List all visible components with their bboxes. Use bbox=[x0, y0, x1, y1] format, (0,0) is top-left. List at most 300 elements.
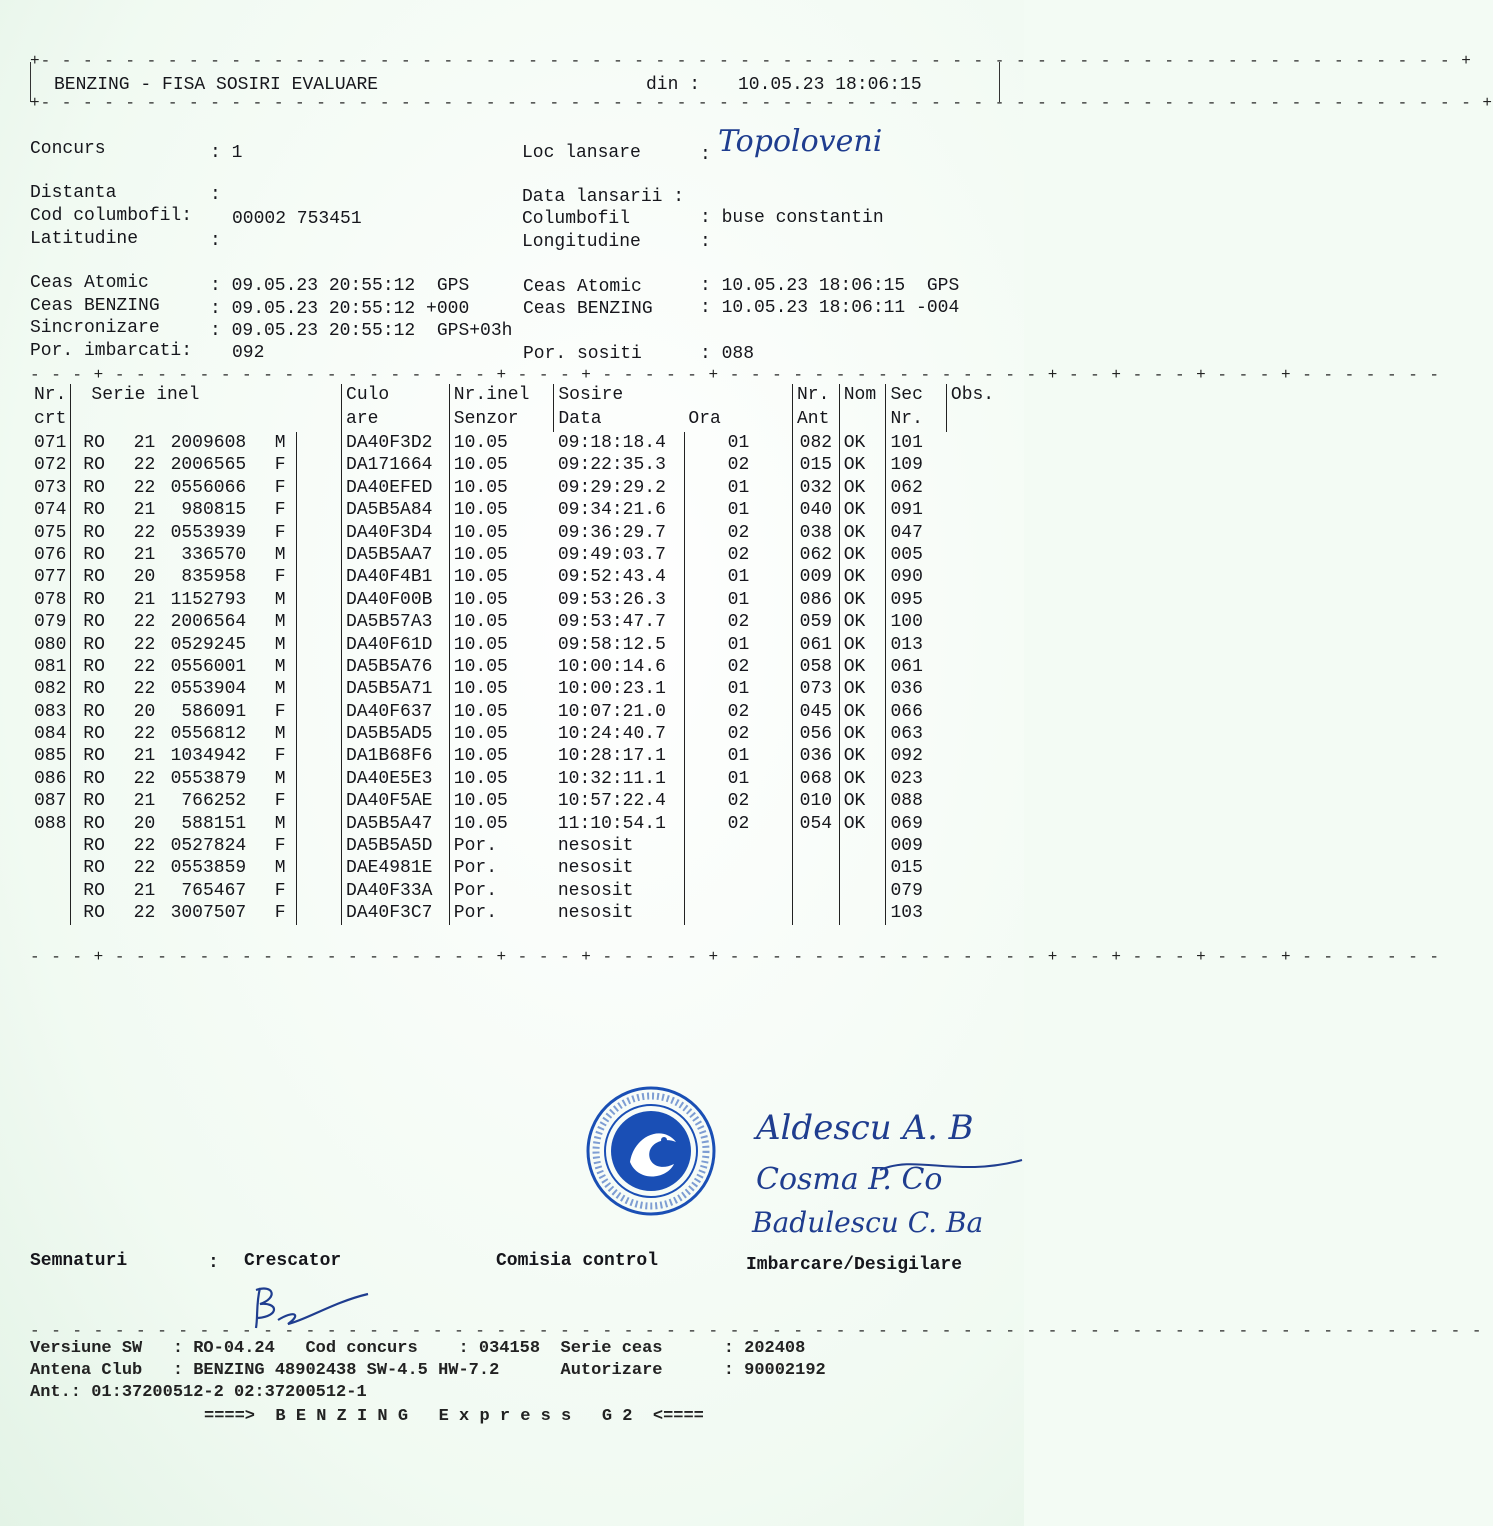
cell-senzor: DA5B5A71 bbox=[342, 678, 450, 700]
cell-time: 09:53:47.7 bbox=[557, 612, 666, 633]
cell-senzor: DA171664 bbox=[342, 454, 450, 476]
cell-date: 10.05 bbox=[449, 745, 554, 767]
cell-nom: 038 bbox=[793, 522, 840, 544]
cell-obs: 009 bbox=[886, 835, 946, 857]
table-row bbox=[30, 432, 1010, 454]
cell-culo bbox=[296, 656, 342, 678]
crescator-label: Crescator bbox=[244, 1251, 342, 1271]
cell-senzor: DA5B5A84 bbox=[342, 499, 450, 521]
cell-cty: RO bbox=[71, 723, 117, 745]
cell-yr: 21 bbox=[133, 791, 156, 812]
table-row bbox=[30, 611, 1010, 633]
cell-ant: 02 bbox=[684, 723, 792, 745]
cell-nom: 073 bbox=[793, 678, 840, 700]
latitudine-value: : bbox=[210, 231, 221, 251]
cell-obs: 013 bbox=[886, 634, 946, 656]
table-row bbox=[30, 768, 1010, 790]
cell-nom bbox=[793, 835, 840, 857]
cell-sec: OK bbox=[839, 768, 886, 790]
cell-yr: 21 bbox=[133, 589, 156, 610]
cell-time: 09:34:21.6 bbox=[557, 500, 666, 521]
header-serie-inel: Serie inel bbox=[71, 384, 342, 408]
cell-date: Por. bbox=[449, 902, 554, 924]
cell-nr bbox=[30, 880, 71, 902]
table-row bbox=[30, 634, 1010, 656]
cell-senzor: DA40F4B1 bbox=[342, 566, 450, 588]
cell-cty: RO bbox=[71, 835, 117, 857]
cell-senzor: DA5B57A3 bbox=[342, 611, 450, 633]
cell-yr: 22 bbox=[133, 836, 156, 857]
cell-sec: OK bbox=[839, 566, 886, 588]
cell-ant: 01 bbox=[684, 432, 792, 454]
cell-senzor: DA40F637 bbox=[342, 701, 450, 723]
cell-ant: 01 bbox=[684, 634, 792, 656]
cell-nr: 077 bbox=[34, 567, 67, 588]
cell-obs: 109 bbox=[886, 454, 946, 476]
cell-date: 10.05 bbox=[449, 544, 554, 566]
cell-sex: F bbox=[274, 522, 286, 543]
federation-stamp-icon bbox=[584, 1084, 718, 1218]
cell-num: 1034942 bbox=[170, 746, 247, 767]
cell-date: 10.05 bbox=[449, 566, 554, 588]
cell-obs: 015 bbox=[886, 857, 946, 879]
cell-date: 10.05 bbox=[449, 611, 554, 633]
cell-senzor: DA40F61D bbox=[342, 634, 450, 656]
din-value: 10.05.23 18:06:15 bbox=[738, 75, 922, 95]
cell-nr bbox=[30, 857, 71, 879]
por-sositi-value: : 088 bbox=[700, 344, 755, 364]
loc-lansare-label: Loc lansare bbox=[522, 143, 641, 163]
cell-ant bbox=[684, 835, 792, 857]
header-nr-ant: Nr. bbox=[793, 384, 840, 408]
cell-time: 10:07:21.0 bbox=[557, 701, 666, 722]
cell-cty: RO bbox=[71, 656, 117, 678]
cell-time: nesosit bbox=[557, 880, 634, 901]
cell-obs: 066 bbox=[886, 701, 946, 723]
cell-num: 980815 bbox=[181, 500, 247, 521]
cell-num: 0553879 bbox=[170, 768, 247, 789]
cell-sec: OK bbox=[839, 634, 886, 656]
cell-nom bbox=[793, 902, 840, 924]
cell-ant: 02 bbox=[684, 701, 792, 723]
cell-senzor: DA40F00B bbox=[342, 589, 450, 611]
cell-date: 10.05 bbox=[449, 723, 554, 745]
cell-culo bbox=[296, 835, 342, 857]
cell-nom: 036 bbox=[793, 745, 840, 767]
cell-cty: RO bbox=[71, 589, 117, 611]
cell-date: Por. bbox=[449, 835, 554, 857]
cell-culo bbox=[296, 701, 342, 723]
cell-ant: 01 bbox=[684, 499, 792, 521]
cell-sex: F bbox=[274, 903, 286, 924]
cell-cty: RO bbox=[71, 880, 117, 902]
cell-yr: 20 bbox=[133, 701, 156, 722]
cell-date: 10.05 bbox=[449, 768, 554, 790]
cell-nr: 088 bbox=[34, 813, 67, 834]
cell-yr: 21 bbox=[133, 544, 156, 565]
cell-ant: 02 bbox=[684, 522, 792, 544]
cell-time: 10:28:17.1 bbox=[557, 746, 666, 767]
header-top-rule: +- - - - - - - - - - - - - - - - - - - - - - - - - - - - - - - - - - - - - - - - - - - - - - - - - - - - - - - - - - - - - - - - - - - + bbox=[30, 52, 1472, 70]
cell-nr: 085 bbox=[34, 746, 67, 767]
document-title: BENZING - FISA SOSIRI EVALUARE bbox=[54, 75, 379, 95]
table-row bbox=[30, 544, 1010, 566]
cell-yr: 22 bbox=[133, 768, 156, 789]
ceas-benzing-right: : 10.05.23 18:06:11 -004 bbox=[700, 298, 960, 318]
cell-time: 09:53:26.3 bbox=[557, 589, 666, 610]
signature-name-3: Badulescu C. Ba bbox=[752, 1206, 984, 1239]
cell-cty: RO bbox=[71, 634, 117, 656]
cell-num: 835958 bbox=[181, 567, 247, 588]
table-row bbox=[30, 701, 1010, 723]
cell-time: 09:58:12.5 bbox=[557, 634, 666, 655]
cell-num: 2009608 bbox=[170, 433, 247, 453]
cell-culo bbox=[296, 634, 342, 656]
cell-cty: RO bbox=[71, 857, 117, 879]
cell-nom: 062 bbox=[793, 544, 840, 566]
cell-culo bbox=[296, 857, 342, 879]
cell-senzor: DA40F33A bbox=[342, 880, 450, 902]
cell-senzor: DA5B5A47 bbox=[342, 813, 450, 835]
cell-nom: 061 bbox=[793, 634, 840, 656]
cell-sec: OK bbox=[839, 813, 886, 835]
header-crt: crt bbox=[34, 409, 67, 429]
cell-ant bbox=[684, 880, 792, 902]
header-are: are bbox=[342, 408, 450, 432]
cell-sex: F bbox=[274, 567, 286, 588]
cell-nom: 010 bbox=[793, 790, 840, 812]
semnaturi-colon: : bbox=[208, 1253, 219, 1273]
cell-obs: 090 bbox=[886, 566, 946, 588]
cell-obs: 100 bbox=[886, 611, 946, 633]
cell-sec: OK bbox=[839, 589, 886, 611]
cell-yr: 22 bbox=[133, 903, 156, 924]
cell-date: 10.05 bbox=[449, 813, 554, 835]
cell-nr: 071 bbox=[34, 433, 67, 453]
cell-nr: 083 bbox=[34, 701, 67, 722]
loc-lansare-value: Topoloveni bbox=[718, 124, 883, 159]
footer-benzing-banner: ====> B E N Z I N G E x p r e s s G 2 <==== bbox=[204, 1407, 704, 1426]
cell-date: 10.05 bbox=[449, 634, 554, 656]
table-row bbox=[30, 723, 1010, 745]
table-header-row-2 bbox=[30, 408, 1010, 432]
table-row bbox=[30, 678, 1010, 700]
cell-yr: 22 bbox=[133, 679, 156, 700]
cell-obs: 062 bbox=[886, 477, 946, 499]
cell-nom: 040 bbox=[793, 499, 840, 521]
ceas-benzing-left: : 09.05.23 20:55:12 +000 bbox=[210, 299, 470, 319]
cell-nr: 075 bbox=[34, 522, 67, 543]
cell-sex: M bbox=[274, 612, 286, 633]
ceas-atomic-label: Ceas Atomic bbox=[30, 273, 149, 293]
cell-sex: F bbox=[274, 880, 286, 901]
cell-num: 0553904 bbox=[170, 679, 247, 700]
columbofil-value: : buse constantin bbox=[700, 208, 884, 228]
cell-yr: 22 bbox=[133, 858, 156, 879]
data-lansarii-label: Data lansarii : bbox=[522, 187, 685, 207]
cell-ant bbox=[684, 902, 792, 924]
cell-ant: 02 bbox=[684, 611, 792, 633]
cell-cty: RO bbox=[71, 499, 117, 521]
cell-date: 10.05 bbox=[449, 499, 554, 521]
cell-yr: 21 bbox=[133, 500, 156, 521]
cell-nr: 080 bbox=[34, 634, 67, 655]
cell-sex: M bbox=[274, 813, 286, 834]
cell-yr: 20 bbox=[133, 813, 156, 834]
cell-nr bbox=[30, 902, 71, 924]
header-nr-inel: Nr.inel bbox=[449, 384, 554, 408]
table-row bbox=[30, 902, 1010, 924]
cell-obs: 092 bbox=[886, 745, 946, 767]
cell-date: 10.05 bbox=[449, 790, 554, 812]
cell-sec: OK bbox=[839, 790, 886, 812]
cell-sec: OK bbox=[839, 723, 886, 745]
cell-num: 0556066 bbox=[170, 477, 247, 498]
cell-date: 10.05 bbox=[449, 589, 554, 611]
table-row bbox=[30, 745, 1010, 767]
cell-sec: OK bbox=[839, 499, 886, 521]
cell-sex: M bbox=[274, 768, 286, 789]
cell-culo bbox=[296, 723, 342, 745]
cell-sec: OK bbox=[839, 745, 886, 767]
cell-obs: 005 bbox=[886, 544, 946, 566]
cell-nom: 058 bbox=[793, 656, 840, 678]
cell-culo bbox=[296, 902, 342, 924]
cell-num: 588151 bbox=[181, 813, 247, 834]
cell-sex: M bbox=[274, 544, 286, 565]
cell-sex: F bbox=[274, 477, 286, 498]
cell-num: 0556001 bbox=[170, 656, 247, 677]
cell-culo bbox=[296, 566, 342, 588]
cell-cty: RO bbox=[71, 544, 117, 566]
cell-sex: M bbox=[274, 433, 286, 453]
cell-obs: 036 bbox=[886, 678, 946, 700]
cell-senzor: DA5B5A5D bbox=[342, 835, 450, 857]
din-label: din : bbox=[646, 75, 701, 95]
cell-num: 1152793 bbox=[170, 589, 247, 610]
cell-sec: OK bbox=[839, 477, 886, 499]
ceas-atomic-right: : 10.05.23 18:06:15 GPS bbox=[700, 276, 960, 296]
header-nom: Nom bbox=[839, 384, 886, 408]
cell-num: 2006564 bbox=[170, 612, 247, 633]
cell-ant: 01 bbox=[684, 477, 792, 499]
cell-nom: 032 bbox=[793, 477, 840, 499]
cell-culo bbox=[296, 880, 342, 902]
cell-num: 2006565 bbox=[170, 455, 247, 476]
cell-obs: 023 bbox=[886, 768, 946, 790]
cell-yr: 21 bbox=[133, 433, 156, 453]
cell-obs: 088 bbox=[886, 790, 946, 812]
header-ant: Ant bbox=[793, 408, 840, 432]
cell-ant: 01 bbox=[684, 745, 792, 767]
table-row bbox=[30, 857, 1010, 879]
cell-sex: F bbox=[274, 455, 286, 476]
arrivals-table bbox=[30, 384, 1010, 925]
table-row bbox=[30, 566, 1010, 588]
table-row bbox=[30, 454, 1010, 476]
cell-date: 10.05 bbox=[449, 432, 554, 454]
header-senzor: Senzor bbox=[449, 408, 554, 432]
cell-nr bbox=[30, 835, 71, 857]
longitudine-value: : bbox=[700, 232, 711, 252]
table-row bbox=[30, 522, 1010, 544]
cell-obs: 095 bbox=[886, 589, 946, 611]
ceas-benzing-label: Ceas BENZING bbox=[30, 296, 160, 316]
cell-cty: RO bbox=[71, 566, 117, 588]
cell-date: 10.05 bbox=[449, 678, 554, 700]
cell-time: 09:52:43.4 bbox=[557, 567, 666, 588]
cell-culo bbox=[296, 499, 342, 521]
cell-cty: RO bbox=[71, 701, 117, 723]
header-culoare: Culo bbox=[342, 384, 450, 408]
ceas-atomic-right-label: Ceas Atomic bbox=[523, 277, 642, 297]
footer-top-rule: - - - - - - - - - - - - - - - - - - - - - - - - - - - - - - - - - - - - - - - - - - - - - - - - - - - - - - - - - - - - - - - - - - - - - bbox=[30, 1322, 1483, 1340]
cell-culo bbox=[296, 813, 342, 835]
table-row bbox=[30, 880, 1010, 902]
cell-sec: OK bbox=[839, 656, 886, 678]
cell-nr: 086 bbox=[34, 768, 67, 789]
cell-ant: 01 bbox=[684, 589, 792, 611]
cell-cty: RO bbox=[71, 902, 117, 924]
cell-sec: OK bbox=[839, 454, 886, 476]
cell-ant: 01 bbox=[684, 566, 792, 588]
cell-sex: F bbox=[274, 701, 286, 722]
cell-nom: 086 bbox=[793, 589, 840, 611]
cell-nom: 082 bbox=[793, 432, 840, 454]
cell-date: Por. bbox=[449, 880, 554, 902]
cell-num: 0556812 bbox=[170, 724, 247, 745]
cell-cty: RO bbox=[71, 745, 117, 767]
table-header-row-1 bbox=[30, 384, 1010, 408]
table-row bbox=[30, 589, 1010, 611]
cell-cty: RO bbox=[71, 522, 117, 544]
header-obs: Obs. bbox=[946, 384, 1010, 408]
cell-sec bbox=[839, 835, 886, 857]
signature-name-2: Cosma P. Co bbox=[756, 1162, 943, 1197]
cell-time: nesosit bbox=[557, 903, 634, 924]
cell-time: 10:00:14.6 bbox=[557, 656, 666, 677]
cell-sec bbox=[839, 857, 886, 879]
table-top-rule: - - - + - - - - - - - - - - - - - - - - - - + - - - + - - - - - + - - - - - - - - - - - - - - - + - - + - - - + - - - + - - - - - - - bbox=[30, 366, 1441, 384]
semnaturi-label: Semnaturi bbox=[30, 1251, 128, 1271]
header-ora: Ora bbox=[688, 409, 721, 429]
cell-date: 10.05 bbox=[449, 454, 554, 476]
cell-yr: 22 bbox=[133, 522, 156, 543]
cell-culo bbox=[296, 522, 342, 544]
cell-senzor: DA1B68F6 bbox=[342, 745, 450, 767]
cell-nr: 087 bbox=[34, 791, 67, 812]
cell-sex: F bbox=[274, 836, 286, 857]
cell-obs: 061 bbox=[886, 656, 946, 678]
cell-obs: 079 bbox=[886, 880, 946, 902]
cell-nr: 072 bbox=[34, 455, 67, 476]
cell-ant: 01 bbox=[684, 768, 792, 790]
ceas-benzing-right-label: Ceas BENZING bbox=[523, 299, 653, 319]
cell-ant: 02 bbox=[684, 454, 792, 476]
cell-date: 10.05 bbox=[449, 477, 554, 499]
cell-date: 10.05 bbox=[449, 701, 554, 723]
cell-num: 0527824 bbox=[170, 836, 247, 857]
por-imbarcati-value: 092 bbox=[232, 343, 265, 363]
cell-ant: 02 bbox=[684, 790, 792, 812]
cod-columbofil-label: Cod columbofil: bbox=[30, 206, 193, 226]
cell-sec: OK bbox=[839, 432, 886, 454]
cell-nom: 059 bbox=[793, 611, 840, 633]
cell-culo bbox=[296, 544, 342, 566]
cell-time: nesosit bbox=[557, 836, 634, 857]
cell-yr: 22 bbox=[133, 724, 156, 745]
cell-senzor: DA40EFED bbox=[342, 477, 450, 499]
cell-nr: 076 bbox=[34, 544, 67, 565]
signature-flourish-icon bbox=[876, 1148, 1024, 1188]
cell-sec: OK bbox=[839, 678, 886, 700]
cell-culo bbox=[296, 790, 342, 812]
concurs-value: : 1 bbox=[210, 143, 243, 163]
cell-nom bbox=[793, 857, 840, 879]
cell-culo bbox=[296, 745, 342, 767]
cell-senzor: DA5B5A76 bbox=[342, 656, 450, 678]
cell-sec: OK bbox=[839, 701, 886, 723]
cell-time: nesosit bbox=[557, 858, 634, 879]
table-row bbox=[30, 656, 1010, 678]
cell-sex: M bbox=[274, 589, 286, 610]
sincronizare-label: Sincronizare bbox=[30, 318, 160, 338]
cell-obs: 101 bbox=[886, 432, 946, 454]
cell-nom: 054 bbox=[793, 813, 840, 835]
table-body bbox=[30, 432, 1010, 925]
footer-line-ant: Ant.: 01:37200512-2 02:37200512-1 bbox=[30, 1383, 367, 1402]
cell-cty: RO bbox=[71, 813, 117, 835]
por-imbarcati-label: Por. imbarcati: bbox=[30, 341, 193, 361]
cell-cty: RO bbox=[71, 432, 117, 454]
cell-culo bbox=[296, 678, 342, 700]
table-row bbox=[30, 477, 1010, 499]
table-row bbox=[30, 835, 1010, 857]
cell-obs: 091 bbox=[886, 499, 946, 521]
cell-time: 09:49:03.7 bbox=[557, 544, 666, 565]
cell-num: 0553859 bbox=[170, 858, 247, 879]
cell-date: 10.05 bbox=[449, 656, 554, 678]
cell-nom: 009 bbox=[793, 566, 840, 588]
cell-nom: 056 bbox=[793, 723, 840, 745]
cell-culo bbox=[296, 432, 342, 454]
cell-num: 586091 bbox=[181, 701, 247, 722]
cell-sex: M bbox=[274, 858, 286, 879]
cell-cty: RO bbox=[71, 790, 117, 812]
concurs-label: Concurs bbox=[30, 139, 106, 159]
cell-num: 336570 bbox=[181, 544, 247, 565]
latitudine-label: Latitudine bbox=[30, 229, 139, 249]
cell-nr: 081 bbox=[34, 656, 67, 677]
cell-time: 09:18:18.4 bbox=[557, 433, 666, 453]
columbofil-label: Columbofil bbox=[522, 209, 631, 229]
header-bottom-rule: +- - - - - - - - - - - - - - - - - - - - - - - - - - - - - - - - - - - - - - - - - - - - - - - - - - - - - - - - - - - - - - - - - - - - + bbox=[30, 94, 1493, 112]
cell-culo bbox=[296, 611, 342, 633]
cell-sex: F bbox=[274, 791, 286, 812]
distanta-value: : bbox=[210, 185, 221, 205]
cell-nr: 074 bbox=[34, 500, 67, 521]
cell-obs: 047 bbox=[886, 522, 946, 544]
cell-yr: 22 bbox=[133, 477, 156, 498]
cell-senzor: DA40F3D4 bbox=[342, 522, 450, 544]
cell-sex: M bbox=[274, 656, 286, 677]
cell-sec: OK bbox=[839, 522, 886, 544]
cell-ant bbox=[684, 857, 792, 879]
cell-yr: 21 bbox=[133, 880, 156, 901]
cell-nr: 084 bbox=[34, 724, 67, 745]
cell-nr: 073 bbox=[34, 477, 67, 498]
cell-nr: 079 bbox=[34, 612, 67, 633]
